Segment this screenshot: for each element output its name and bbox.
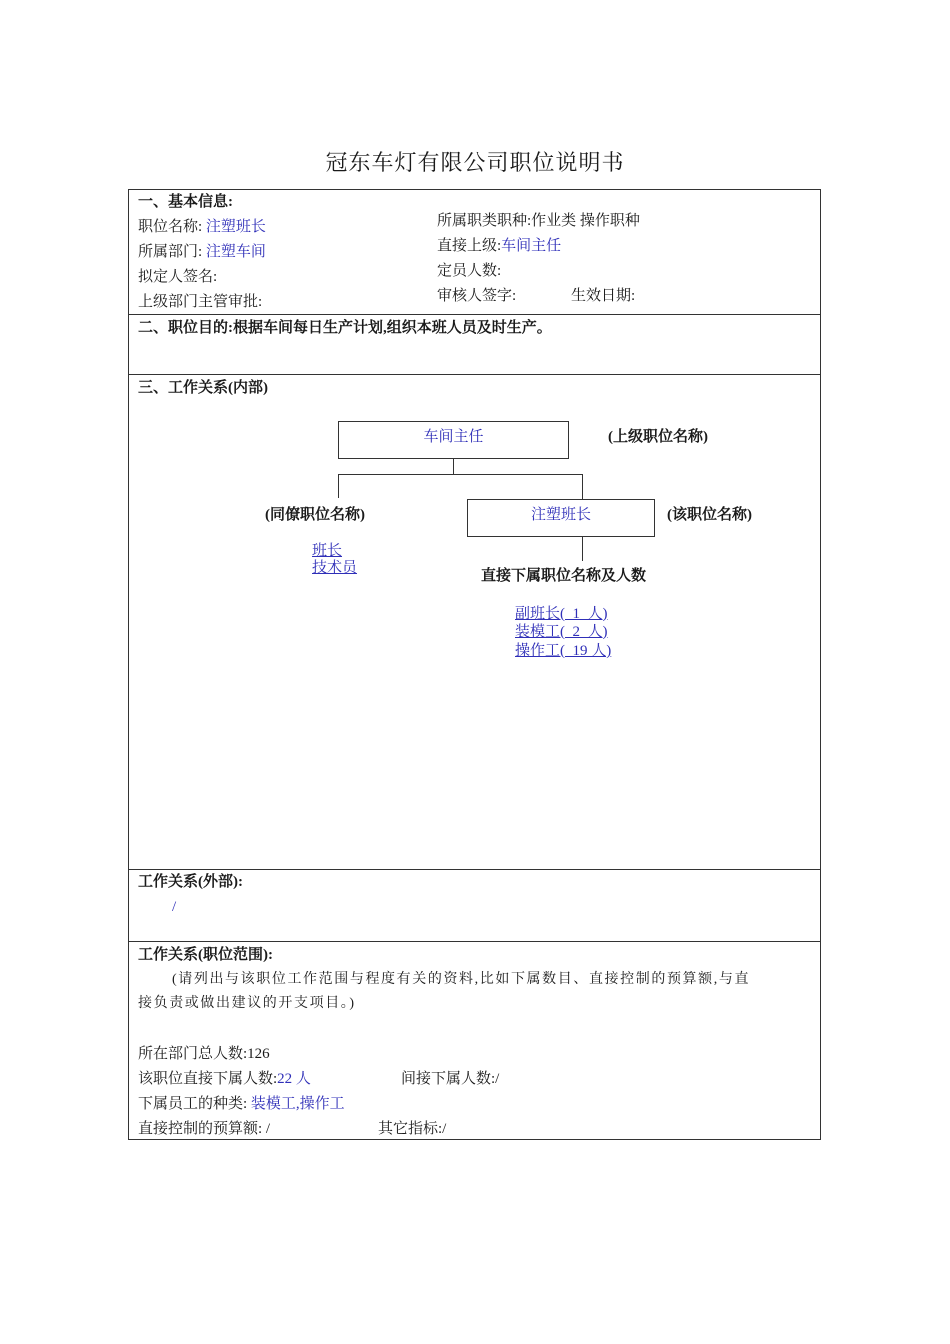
- effective-date-label: 生效日期:: [571, 288, 636, 304]
- position-purpose: 二、职位目的:根据车间每日生产计划,组织本班人员及时生产。: [138, 320, 552, 336]
- reviewer-signature-label: 审核人签字:: [437, 288, 517, 304]
- basic-info-heading: 一、基本信息:: [138, 194, 233, 210]
- direct-subordinates-label: 该职位直接下属人数:: [138, 1071, 278, 1087]
- subordinate-item[interactable]: 副班长( 1 人): [515, 606, 608, 622]
- org-connector: [338, 474, 339, 498]
- indirect-subordinates-label: 间接下属人数:/: [401, 1071, 500, 1087]
- section-divider: [128, 869, 821, 870]
- section-divider: [128, 374, 821, 375]
- position-name-row: [138, 217, 266, 237]
- scope-heading: 工作关系(职位范围):: [138, 947, 273, 963]
- org-connector: [582, 474, 583, 499]
- subordinate-types-label: 下属员工的种类:: [138, 1096, 251, 1112]
- superior-position-name: 车间主任: [423, 429, 484, 445]
- other-indicators-label: 其它指标:/: [378, 1121, 447, 1137]
- superior-position-box: [338, 421, 569, 459]
- budget-label: 直接控制的预算额: /: [138, 1121, 271, 1137]
- subordinate-types-row: [138, 1094, 345, 1114]
- peer-position-caption: (同僚职位名称): [265, 507, 365, 523]
- department-value: 注塑车间: [205, 244, 266, 260]
- direct-subordinates-row: [138, 1069, 311, 1089]
- subordinate-item[interactable]: 装模工( 2 人): [515, 624, 608, 640]
- position-name-label: 职位名称:: [138, 219, 203, 235]
- external-relations-heading: 工作关系(外部):: [138, 874, 243, 890]
- external-relations-value: /: [172, 899, 177, 915]
- section-divider: [128, 941, 821, 942]
- superior-position-caption: (上级职位名称): [608, 429, 708, 445]
- department-row: [138, 242, 266, 262]
- subordinate-item[interactable]: 操作工( 19 人): [515, 643, 612, 659]
- org-connector: [338, 474, 583, 475]
- headcount-label: 定员人数:: [437, 263, 502, 279]
- direct-superior-value: 车间主任: [501, 238, 562, 254]
- superior-approval-label: 上级部门主管审批:: [138, 294, 263, 310]
- direct-superior-row: [437, 236, 561, 256]
- subordinate-types-value: 装模工,操作工: [250, 1096, 345, 1112]
- section-divider: [128, 314, 821, 315]
- direct-subordinates-value: 22 人: [277, 1071, 311, 1087]
- position-name-value: 注塑班长: [205, 219, 266, 235]
- peer-position-item[interactable]: 技术员: [312, 560, 358, 576]
- department-label: 所属部门:: [138, 244, 203, 260]
- peer-position-item[interactable]: 班长: [312, 543, 343, 559]
- this-position-caption: (该职位名称): [667, 507, 752, 523]
- this-position-name: 注塑班长: [530, 507, 591, 523]
- org-connector: [582, 537, 583, 561]
- document-title: 冠东车灯有限公司职位说明书: [325, 151, 625, 176]
- direct-superior-label: 直接上级:: [437, 238, 502, 254]
- this-position-box: [467, 499, 655, 537]
- job-category-label: 所属职类职种:作业类 操作职种: [437, 213, 640, 229]
- scope-note-line2: 接负责或做出建议的开支项目。): [138, 996, 356, 1011]
- subordinate-caption: 直接下属职位名称及人数: [481, 568, 647, 584]
- drafter-signature-label: 拟定人签名:: [138, 269, 218, 285]
- internal-relations-heading: 三、工作关系(内部): [138, 380, 268, 396]
- scope-note-line1: (请列出与该职位工作范围与程度有关的资料,比如下属数目、直接控制的预算额,与直: [172, 972, 751, 987]
- dept-total-headcount: 所在部门总人数:126: [138, 1046, 270, 1062]
- org-connector: [453, 459, 454, 474]
